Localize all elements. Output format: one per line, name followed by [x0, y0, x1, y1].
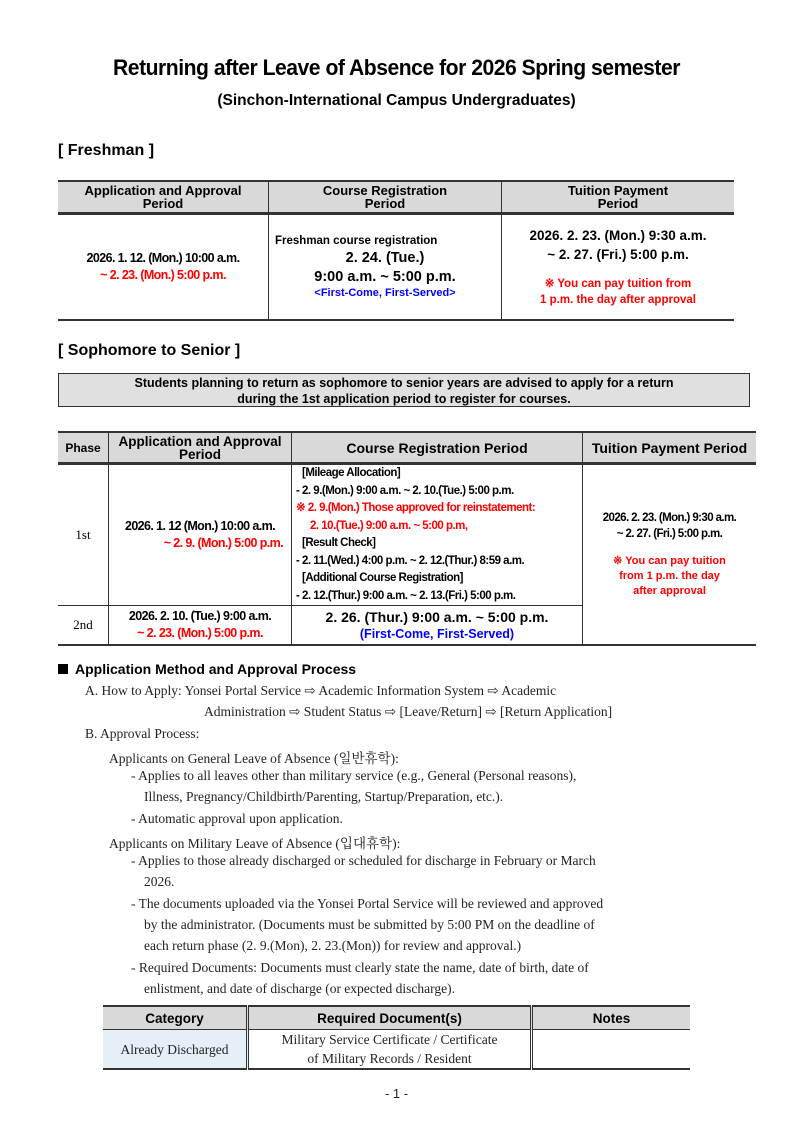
tuition-end: ~ 2. 27. (Fri.) 5:00 p.m.	[547, 247, 689, 262]
required-documents-table	[103, 1005, 690, 1070]
additional-label: [Additional Course Registration]	[302, 572, 463, 584]
header-course: Course Registration Period	[292, 432, 583, 464]
course-note: <First-Come, First-Served>	[314, 287, 456, 299]
course-date: 2. 24. (Tue.)	[345, 250, 425, 266]
header-text: Application and Approval	[84, 183, 242, 198]
document-title: Returning after Leave of Absence for 2026 Spring semester	[113, 55, 680, 80]
tuition-note-line: ※ You can pay tuition	[613, 555, 726, 567]
document-subtitle: (Sinchon-International Campus Undergraduates)	[217, 92, 576, 109]
military-leave-item: - The documents uploaded via the Yonsei Portal Service will be reviewed and approved	[131, 896, 604, 911]
header-course	[269, 181, 502, 214]
military-leave-item: - Required Documents: Documents must clearly state the name, date of birth, date of	[131, 960, 589, 975]
header-notes: Notes	[532, 1006, 691, 1030]
course-cell	[292, 606, 583, 646]
result-label: [Result Check]	[302, 537, 376, 549]
reinstate-note: ※ 2. 9.(Mon.) Those approved for reinstatement:	[296, 502, 536, 514]
tuition-start: 2026. 2. 23. (Mon.) 9:30 a.m.	[602, 512, 737, 524]
mileage-period: - 2. 9.(Mon.) 9:00 a.m. ~ 2. 10.(Tue.) 5:00 p.m.	[296, 484, 514, 497]
category-cell: Already Discharged	[103, 1030, 248, 1070]
military-leave-item: 2026.	[144, 874, 175, 889]
reinstate-period: 2. 10.(Tue.) 9:00 a.m. ~ 5:00 p.m,	[310, 519, 468, 532]
mileage-label: [Mileage Allocation]	[302, 467, 401, 479]
header-text: Period	[597, 196, 639, 211]
military-leave-item: - Applies to those already discharged or scheduled for discharge in February or March	[131, 853, 596, 868]
course-cell	[292, 464, 583, 606]
documents-line: Military Service Certificate / Certificate	[281, 1032, 498, 1047]
sophomore-heading: [ Sophomore to Senior ]	[58, 342, 241, 359]
tuition-note-line: from 1 p.m. the day	[619, 570, 720, 582]
table-row-phase-1	[58, 464, 756, 606]
header-tuition: Tuition Payment Period	[583, 432, 757, 464]
course-note: (First-Come, First-Served)	[359, 627, 515, 641]
how-to-apply-line: Administration ⇨ Student Status ⇨ [Leave/Return] ⇨ [Return Application]	[204, 704, 613, 719]
documents-line: of Military Records / Resident	[307, 1051, 472, 1066]
header-application	[58, 181, 269, 214]
header-text: Application and Approval	[118, 433, 282, 449]
application-start: 2026. 1. 12 (Mon.) 10:00 a.m.	[124, 519, 276, 533]
application-end: ~ 2. 23. (Mon.) 5:00 p.m.	[100, 268, 226, 282]
application-cell	[109, 464, 292, 606]
tuition-note-line: ※ You can pay tuition from	[544, 278, 692, 290]
sophomore-table	[58, 431, 756, 646]
header-phase: Phase	[58, 432, 109, 464]
documents-cell	[248, 1030, 532, 1070]
general-leave-item: Illness, Pregnancy/Childbirth/Parenting, Startup/Preparation, etc.).	[144, 789, 504, 804]
application-start: 2026. 2. 10. (Tue.) 9:00 a.m.	[128, 609, 272, 623]
result-period: - 2. 11.(Wed.) 4:00 p.m. ~ 2. 12.(Thur.) 8:59 a.m.	[296, 554, 525, 567]
freshman-tuition-cell	[502, 214, 735, 321]
header-text: Tuition Payment	[567, 183, 669, 198]
header-application	[109, 432, 292, 464]
freshman-heading: [ Freshman ]	[58, 142, 155, 159]
notice-line: during the 1st application period to register for courses.	[237, 392, 571, 406]
freshman-table	[58, 180, 734, 321]
freshman-table-row	[58, 214, 734, 321]
method-heading-text: Application Method and Approval Process	[75, 661, 357, 677]
general-leave-heading: Applicants on General Leave of Absence (일반휴학):	[109, 751, 399, 766]
tuition-note	[502, 276, 734, 308]
notes-cell	[532, 1030, 691, 1070]
application-end: ~ 2. 9. (Mon.) 5:00 p.m.	[163, 536, 283, 550]
tuition-cell	[583, 464, 757, 646]
military-leave-item: enlistment, and date of discharge (or expected discharge).	[144, 981, 456, 996]
header-category: Category	[103, 1006, 248, 1030]
notice-line: Students planning to return as sophomore to senior years are advised to apply for a return	[134, 376, 674, 390]
freshman-table-header	[58, 181, 734, 214]
header-tuition	[502, 181, 735, 214]
header-text: Period	[178, 446, 221, 462]
application-cell	[109, 606, 292, 646]
tuition-start: 2026. 2. 23. (Mon.) 9:30 a.m.	[529, 228, 707, 243]
tuition-note	[583, 554, 756, 599]
tuition-note-line: 1 p.m. the day after approval	[540, 294, 696, 306]
military-leave-item: by the administrator. (Documents must be submitted by 5:00 PM on the deadline of	[144, 917, 595, 932]
phase-cell: 1st	[58, 464, 109, 606]
phase-cell: 2nd	[58, 606, 109, 646]
header-text: Period	[142, 196, 184, 211]
course-period: 2. 26. (Thur.) 9:00 a.m. ~ 5:00 p.m.	[325, 609, 549, 625]
sophomore-table-header	[58, 432, 756, 464]
application-start: 2026. 1. 12. (Mon.) 10:00 a.m.	[86, 251, 240, 265]
page-number: - 1 -	[384, 1086, 409, 1101]
sophomore-notice-box	[58, 373, 750, 407]
tuition-note-line: after approval	[633, 585, 706, 597]
military-leave-heading: Applicants on Military Leave of Absence (입대휴학):	[109, 836, 401, 851]
course-label: Freshman course registration	[275, 235, 438, 247]
freshman-course-cell	[269, 214, 502, 321]
tuition-end: ~ 2. 27. (Fri.) 5:00 p.m.	[616, 528, 723, 540]
how-to-apply-line: A. How to Apply: Yonsei Portal Service ⇨ Academic Information System ⇨ Academic	[85, 683, 557, 698]
approval-process-label: B. Approval Process:	[85, 726, 200, 741]
documents-table-header	[103, 1006, 690, 1030]
method-heading	[58, 661, 356, 677]
header-documents: Required Document(s)	[248, 1006, 532, 1030]
square-bullet-icon	[58, 664, 68, 674]
military-leave-item: each return phase (2. 9.(Mon), 2. 23.(Mon)) for review and approval.)	[144, 938, 522, 953]
general-leave-item: - Applies to all leaves other than military service (e.g., General (Personal reasons),	[131, 768, 577, 783]
header-text: Period	[364, 196, 406, 211]
table-row	[103, 1030, 690, 1070]
general-leave-item: - Automatic approval upon application.	[131, 811, 343, 826]
application-end: ~ 2. 23. (Mon.) 5:00 p.m.	[137, 626, 263, 640]
additional-period: - 2. 12.(Thur.) 9:00 a.m. ~ 2. 13.(Fri.) 5:00 p.m.	[296, 589, 516, 602]
freshman-application-cell	[58, 214, 269, 321]
header-text: Course Registration	[322, 183, 448, 198]
course-time: 9:00 a.m. ~ 5:00 p.m.	[314, 269, 456, 285]
